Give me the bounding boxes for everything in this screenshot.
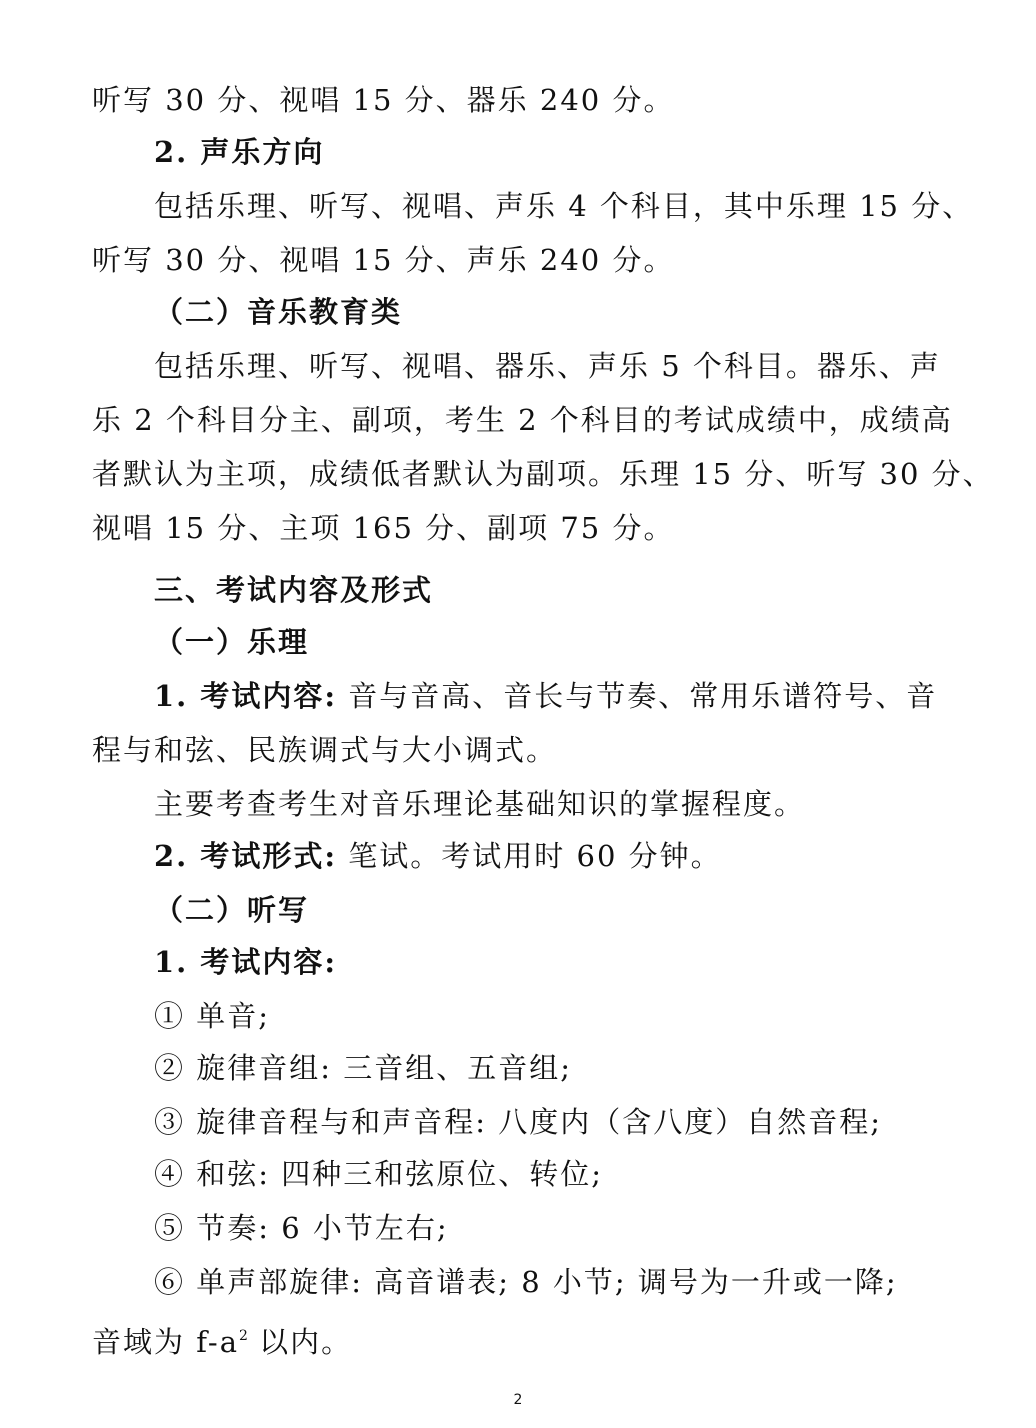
paragraph-line: 包括乐理、听写、视唱、器乐、声乐 5 个科目。器乐、声 bbox=[154, 349, 941, 383]
list-item: ⑥ 单声部旋律: 高音谱表; 8 小节; 调号为一升或一降; bbox=[154, 1265, 898, 1299]
subheading-vocal: 2. 声乐方向 bbox=[154, 135, 325, 169]
text-exam-form: 笔试。考试用时 60 分钟。 bbox=[337, 839, 722, 873]
page-number: 2 bbox=[513, 1392, 523, 1408]
paragraph-line: 听写 30 分、视唱 15 分、声乐 240 分。 bbox=[92, 243, 675, 277]
paragraph-line: 听写 30 分、视唱 15 分、器乐 240 分。 bbox=[92, 83, 675, 117]
label-exam-form: 2. 考试形式: bbox=[154, 839, 338, 873]
range-text: 音域为 f-a bbox=[92, 1325, 240, 1359]
list-item: ① 单音; bbox=[154, 999, 270, 1033]
list-item: ③ 旋律音程与和声音程: 八度内（含八度）自然音程; bbox=[154, 1105, 882, 1139]
subheading-music-education: （二）音乐教育类 bbox=[154, 295, 403, 329]
paragraph-line: 程与和弦、民族调式与大小调式。 bbox=[92, 733, 558, 767]
list-item: ② 旋律音组: 三音组、五音组; bbox=[154, 1051, 572, 1085]
text-exam-content: 音与音高、音长与节奏、常用乐谱符号、音 bbox=[337, 679, 938, 713]
subheading-music-theory: （一）乐理 bbox=[154, 625, 310, 659]
paragraph-line: 者默认为主项，成绩低者默认为副项。乐理 15 分、听写 30 分、 bbox=[92, 457, 994, 491]
label-exam-content: 1. 考试内容: bbox=[154, 679, 338, 713]
paragraph-line: 乐 2 个科目分主、副项，考生 2 个科目的考试成绩中，成绩高 bbox=[92, 403, 953, 437]
superscript: 2 bbox=[239, 1328, 248, 1344]
list-item: ⑤ 节奏: 6 小节左右; bbox=[154, 1211, 449, 1245]
paragraph-line bbox=[92, 1316, 352, 1362]
paragraph-line: 视唱 15 分、主项 165 分、副项 75 分。 bbox=[92, 511, 675, 545]
paragraph-line: 包括乐理、听写、视唱、声乐 4 个科目，其中乐理 15 分、 bbox=[154, 189, 974, 223]
label-exam-content: 1. 考试内容: bbox=[154, 945, 338, 979]
range-text-end: 以内。 bbox=[247, 1325, 353, 1359]
paragraph-line bbox=[154, 836, 722, 876]
section-heading-exam-content: 三、考试内容及形式 bbox=[154, 573, 434, 607]
paragraph-line: 主要考查考生对音乐理论基础知识的掌握程度。 bbox=[154, 787, 806, 821]
list-item: ④ 和弦: 四种三和弦原位、转位; bbox=[154, 1157, 603, 1191]
subheading-dictation: （二）听写 bbox=[154, 893, 310, 927]
paragraph-line bbox=[154, 676, 937, 716]
